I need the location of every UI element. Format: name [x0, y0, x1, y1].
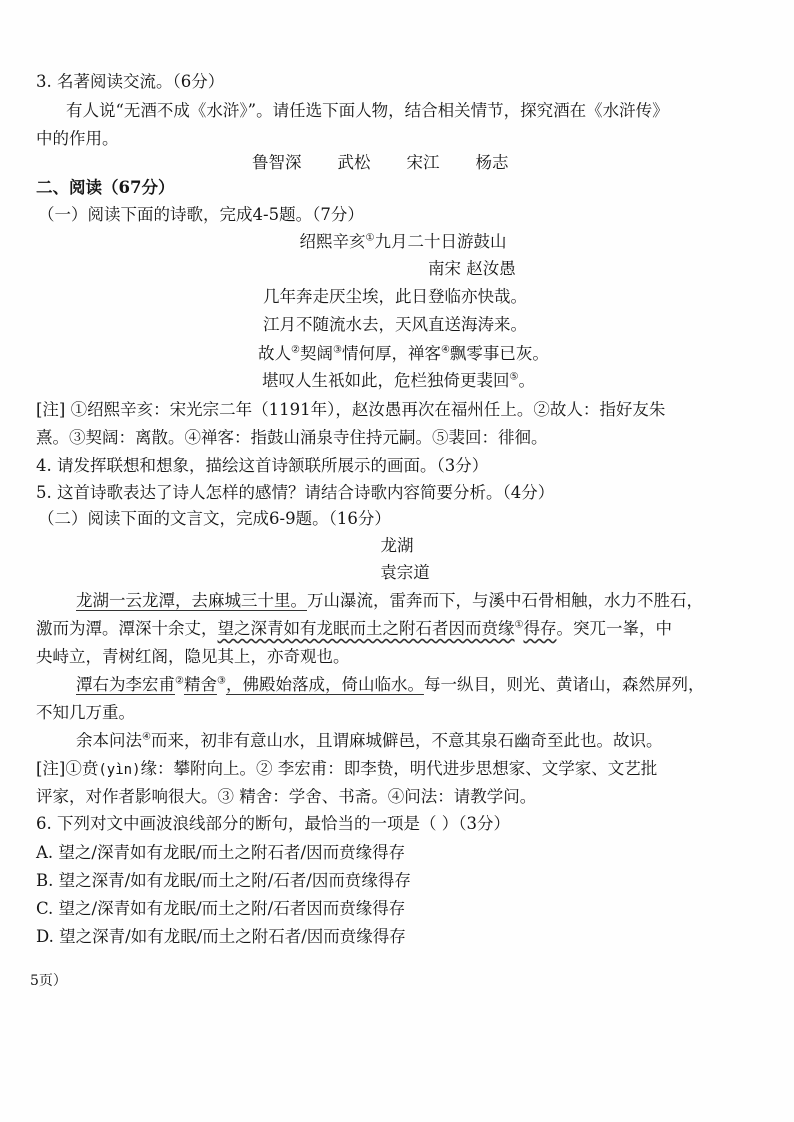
solid-underlined-text: 潭右为李宏甫 [76, 675, 175, 694]
pinyin-annotation: (yìn) [98, 762, 141, 778]
poem-text: 故人 [258, 344, 291, 363]
prose-p2-line-1 [76, 673, 704, 697]
poem-title-text: 绍熙辛亥 [299, 232, 366, 251]
footnote-marker: ② [291, 344, 300, 356]
prose-text: 而来，初非有意山水，且谓麻城僻邑，不意其泉石幽奇至此也。故识。 [150, 731, 663, 750]
prose-text: 。突兀一峯，中 [556, 619, 672, 638]
poem-title-text: 九月二十日游鼓山 [374, 232, 507, 251]
question-5: 5. 这首诗歌表达了诗人怎样的感情？请结合诗歌内容简要分析。（4分） [36, 483, 555, 502]
prose-text: 余本问法 [76, 731, 142, 750]
prose-text: 万山瀑流，雷奔而下，与溪中石骨相触，水力不胜石， [307, 591, 703, 610]
poem-text: 情何厚，禅客 [341, 344, 441, 363]
prose-p1-line-3: 央峙立，青树红阁，隐见其上，亦奇观也。 [36, 647, 350, 666]
part2-instruction: （二）阅读下面的文言文，完成6-9题。（16分） [38, 509, 391, 528]
prose-p3-line-1 [76, 729, 662, 753]
prose-title: 龙湖 [380, 536, 414, 555]
question-6-stem: 6. 下列对文中画波浪线部分的断句，最恰当的一项是（ ）（3分） [36, 814, 510, 833]
prose-text: 激而为潭。潭深十余丈， [36, 619, 218, 638]
question-4: 4. 请发挥联想和想象，描绘这首诗颔联所展示的画面。（3分） [36, 456, 489, 475]
prose-p2-line-2: 不知几万重。 [36, 703, 135, 722]
prose-p1-line-2 [36, 617, 672, 641]
character-name: 鲁智深 [252, 153, 302, 172]
prose-author: 袁宗道 [380, 563, 430, 582]
question-6-option-b: B. 望之深青/如有龙眠/而土之附/石者/因而贲缘得存 [36, 871, 411, 890]
q3-body-line-1: 有人说“无酒不成《水浒》”。请任选下面人物，结合相关情节，探究酒在《水浒传》 [66, 101, 669, 120]
poem-text: 堪叹人生祇如此，危栏独倚更裴回 [262, 371, 510, 390]
poem-text: 契阔 [299, 344, 333, 363]
prose-p1-line-1 [76, 589, 703, 613]
footnote-marker: ③ [216, 675, 226, 687]
poem-note-line-2: 熹。③契阔：离散。④禅客：指鼓山涌泉寺住持元嗣。⑤裴回：徘徊。 [36, 428, 548, 447]
footnote-marker: ④ [440, 344, 450, 356]
page-footer: 5页） [30, 973, 67, 989]
q3-body-line-2: 中的作用。 [36, 129, 119, 148]
poem-title [0, 230, 794, 254]
character-name: 武松 [337, 153, 371, 172]
solid-underlined-text: 龙湖一云龙潭，去麻城三十里。 [76, 591, 307, 610]
footnote-marker: ⑤ [509, 371, 519, 383]
footnote-marker: ④ [142, 731, 151, 743]
poem-note-line-1: [注] ①绍熙辛亥：宋光宗二年（1191年），赵汝愚再次在福州任上。②故人：指好友朱 [36, 400, 666, 419]
section-heading-reading: 二、阅读（67分） [36, 178, 175, 197]
wavy-underlined-text: 得存 [523, 619, 557, 638]
wavy-underlined-text: 望之深青如有龙眠而土之附石者因而贲缘 [217, 619, 515, 638]
prose-note-line-2: 评家，对作者影响很大。③ 精舍：学舍、书斋。④问法：请教学问。 [36, 787, 537, 806]
question-6-option-c: C. 望之/深青如有龙眠/而土之附/石者因而贲缘得存 [36, 899, 406, 918]
q3-title: 3. 名著阅读交流。（6分） [36, 72, 225, 91]
poem-text: 。 [518, 371, 535, 390]
character-name: 杨志 [475, 153, 509, 172]
question-6-option-d: D. 望之深青/如有龙眠/而土之附石者/因而贲缘得存 [36, 927, 406, 946]
footnote-marker: ③ [332, 344, 342, 356]
question-6-option-a: A. 望之/深青如有龙眠/而土之附石者/因而贲缘得存 [36, 843, 406, 862]
solid-underlined-text: 精舍 [183, 675, 217, 694]
solid-underlined-text: ，佛殿始落成，倚山临水。 [225, 675, 424, 694]
character-name: 宋江 [406, 153, 440, 172]
poem-line-3 [258, 342, 549, 366]
prose-text: 每一纵目，则光、黄诸山，森然屏列， [423, 675, 705, 694]
footnote-marker: ① [514, 619, 524, 631]
footnote-marker: ① [365, 232, 375, 244]
q3-character-names [252, 151, 509, 175]
poem-line-1: 几年奔走厌尘埃，此日登临亦快哉。 [263, 287, 527, 306]
note-text: 缘：攀附向上。② 李宏甫：即李贽，明代进步思想家、文学家、文艺批 [140, 759, 658, 778]
poem-author: 南宋 赵汝愚 [428, 259, 516, 278]
prose-note-line-1 [36, 757, 657, 782]
poem-line-4 [262, 369, 535, 393]
poem-line-2: 江月不随流水去，天风直送海涛来。 [263, 315, 527, 334]
note-text: [注]①贲 [36, 759, 99, 778]
part1-instruction: （一）阅读下面的诗歌，完成4-5题。（7分） [38, 205, 364, 224]
footnote-marker: ② [175, 675, 184, 687]
poem-text: 飘零事已灰。 [449, 344, 549, 363]
